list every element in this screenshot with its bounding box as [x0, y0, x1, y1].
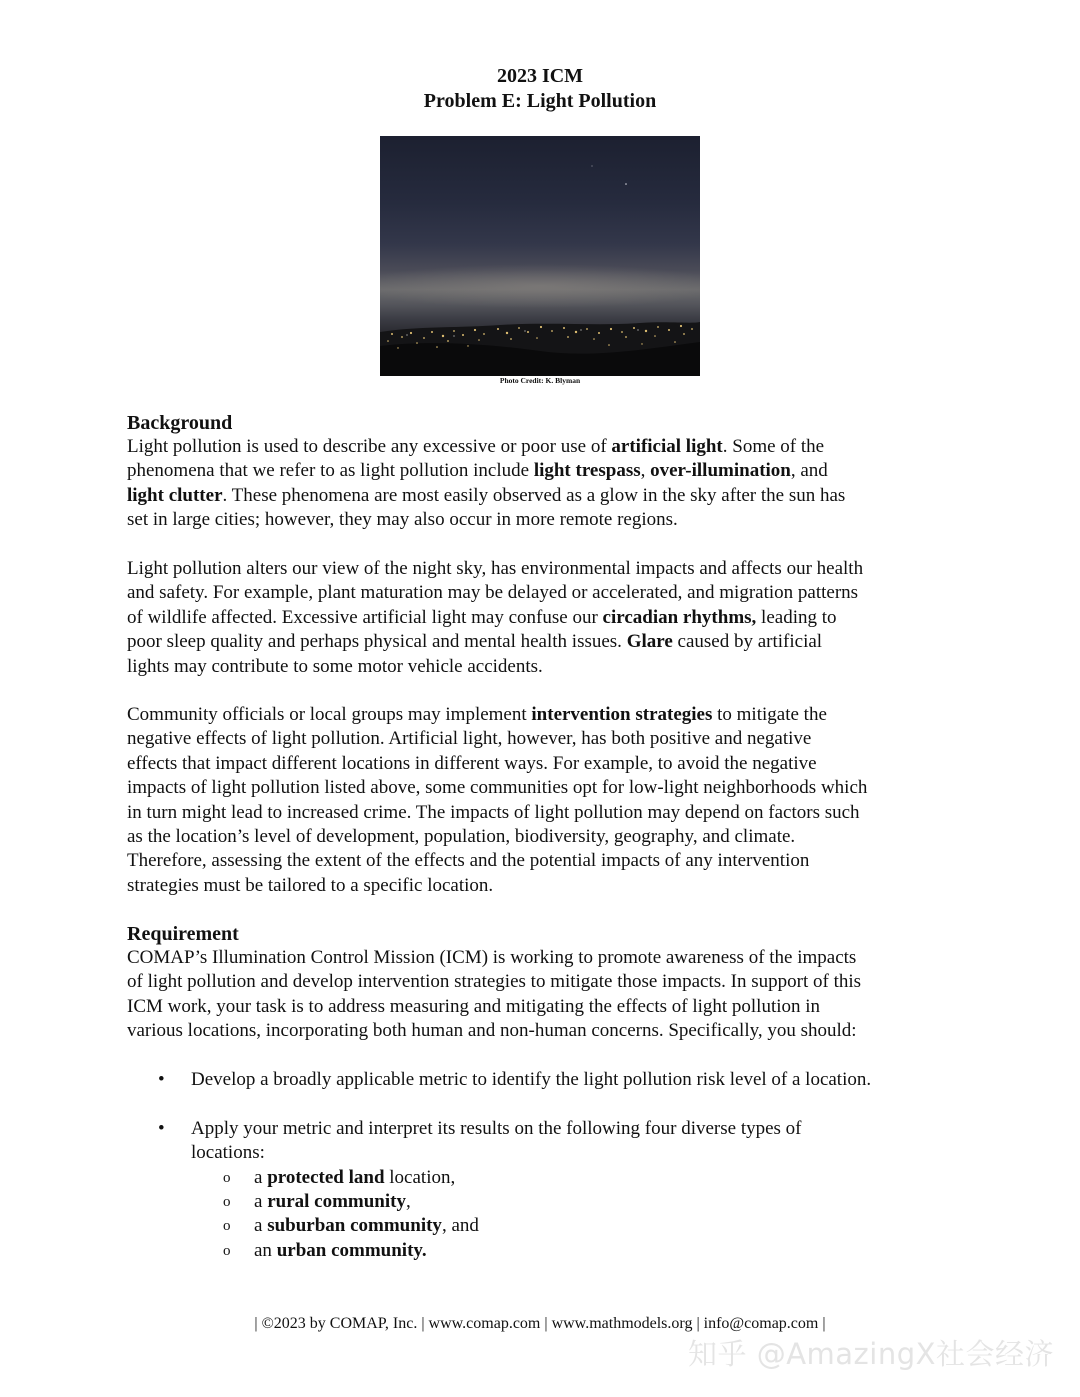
bullet-item-metric: Develop a broadly applicable metric to identify the light pollution risk level of a location.	[191, 1069, 872, 1090]
text-line: locations:	[191, 1142, 265, 1164]
document-title-problem: Problem E: Light Pollution	[423, 90, 657, 112]
text-line: Community officials or local groups may implement intervention strategies to mitigate the	[127, 704, 827, 725]
bullet-item-apply-metric	[191, 1117, 802, 1166]
text-line: effects that impact different locations in different ways. For example, to avoid the negative	[127, 752, 817, 774]
document-title-year: 2023 ICM	[496, 65, 584, 87]
text-line: negative effects of light pollution. Artificial light, however, has both positive and negative	[127, 728, 812, 750]
text-line: set in large cities; however, they may also occur in more remote regions.	[127, 509, 678, 531]
background-heading: Background	[127, 412, 233, 434]
text-line: in turn might lead to increased crime. The impacts of light pollution may depend on factors such	[127, 801, 860, 823]
photo-credit: Photo Credit: K. Blyman	[499, 376, 581, 385]
text-line: as the location’s level of development, population, biodiversity, geography, and climate.	[127, 826, 796, 848]
text-line: lights may contribute to some motor vehicle accidents.	[127, 655, 543, 677]
background-paragraph-2	[127, 557, 967, 679]
text-line: Light pollution alters our view of the night sky, has environmental impacts and affects our health	[127, 558, 864, 579]
text-line: ICM work, your task is to address measuring and mitigating the effects of light pollution in	[127, 995, 821, 1017]
text-line: Apply your metric and interpret its results on the following four diverse types of	[191, 1118, 802, 1139]
text-line: COMAP’s Illumination Control Mission (ICM) is working to promote awareness of the impacts	[127, 947, 857, 968]
text-line: strategies must be tailored to a specific location.	[127, 874, 494, 896]
sub-bullet-marker: o	[223, 1170, 231, 1186]
requirement-heading: Requirement	[127, 923, 239, 945]
sub-bullet-marker: o	[223, 1243, 231, 1259]
sub-bullet-marker: o	[223, 1194, 231, 1210]
background-paragraph-3	[127, 703, 967, 898]
text-line: of light pollution and develop intervention strategies to mitigate those impacts. In support of this	[127, 971, 862, 993]
text-line: of wildlife affected. Excessive artificial light may confuse our circadian rhythms, leading to	[127, 606, 837, 628]
bullet-marker: •	[158, 1069, 165, 1090]
city-lights-illustration	[380, 136, 700, 376]
sub-item-suburban: a suburban community, and	[254, 1215, 479, 1236]
sub-item-rural: a rural community,	[254, 1191, 411, 1212]
text-line: Therefore, assessing the extent of the effects and the potential impacts of any intervention	[127, 850, 810, 872]
page-footer: | ©2023 by COMAP, Inc. | www.comap.com | www.mathmodels.org | info@comap.com |	[254, 1315, 826, 1332]
sub-item-protected-land: a protected land location,	[254, 1167, 456, 1188]
text-line: light clutter. These phenomena are most easily observed as a glow in the sky after the sun has	[127, 484, 846, 506]
text-line: and safety. For example, plant maturation may be delayed or accelerated, and migration patterns	[127, 582, 859, 604]
sub-item-urban: an urban community.	[254, 1240, 427, 1261]
sub-bullet-marker: o	[223, 1218, 231, 1234]
text-line: phenomena that we refer to as light pollution include light trespass, over-illumination, and	[127, 460, 828, 482]
bullet-marker: •	[158, 1118, 165, 1139]
text-line: impacts of light pollution listed above, some communities opt for low-light neighborhoods which	[127, 777, 868, 799]
text-line: various locations, incorporating both human and non-human concerns. Specifically, you should:	[127, 1020, 857, 1042]
background-paragraph-1	[127, 435, 967, 533]
watermark: 知乎 @AmazingX社会经济	[687, 1337, 1054, 1371]
text-line: poor sleep quality and perhaps physical and mental health issues. Glare caused by artificial	[127, 631, 823, 653]
text-line: Light pollution is used to describe any excessive or poor use of artificial light. Some of the	[127, 436, 825, 457]
requirement-paragraph	[127, 946, 967, 1044]
night-sky-photo	[380, 136, 700, 376]
